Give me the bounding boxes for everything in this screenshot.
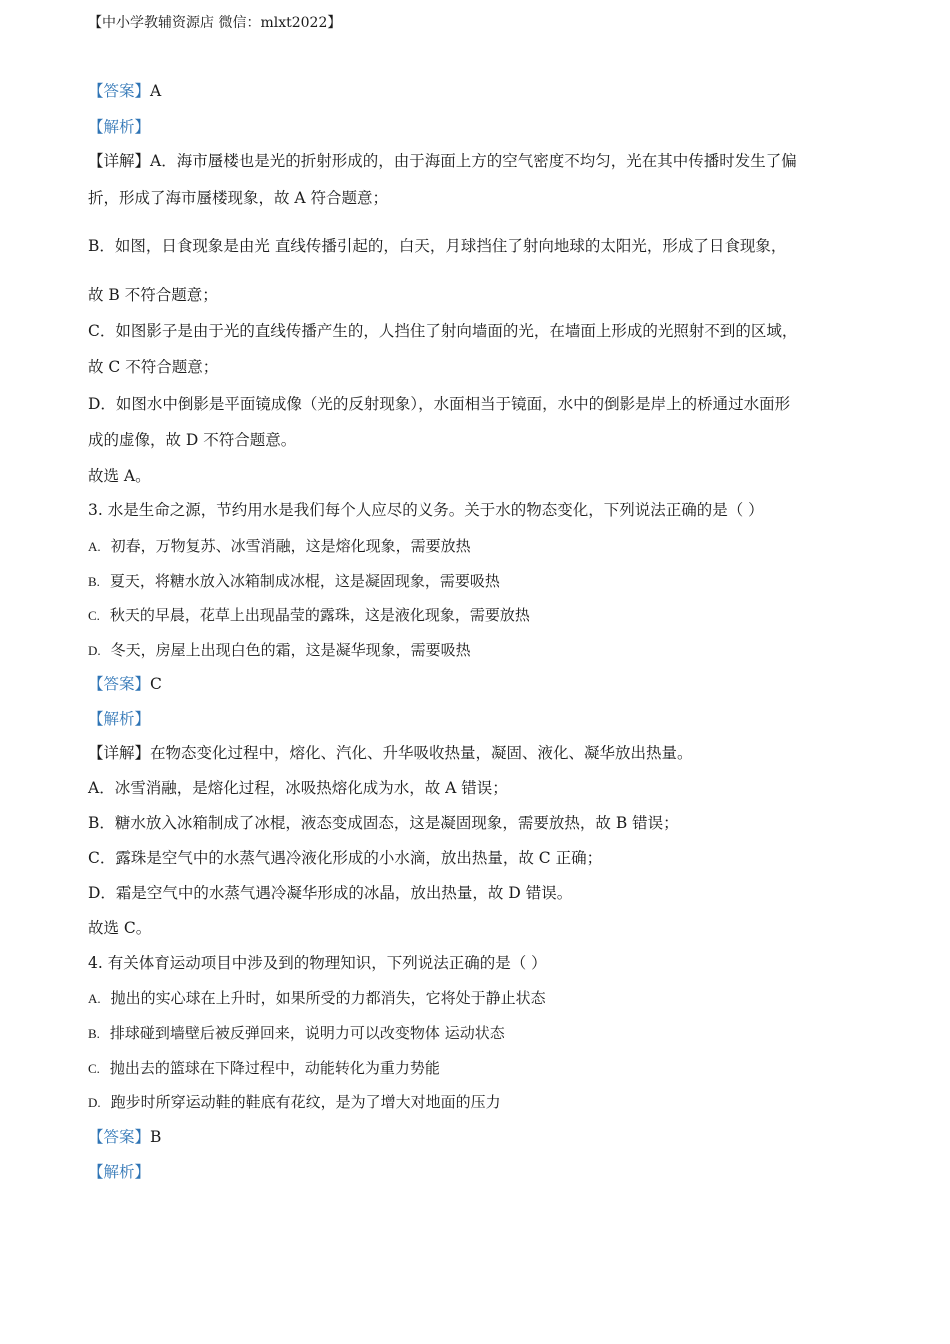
option-letter: A. <box>88 991 101 1006</box>
q4-option-c <box>88 1058 440 1079</box>
q2-b-line2: 故 B 不符合题意； <box>88 286 218 304</box>
q3-analysis-tag: 【解析】 <box>88 710 151 728</box>
q4-analysis-tag: 【解析】 <box>88 1163 151 1181</box>
q3-answer: C <box>150 675 162 693</box>
q2-b-line1: B．如图，日食现象是由光 直线传播引起的，白天，月球挡住了射向地球的太阳光，形成了日食现象， <box>88 237 787 255</box>
answer-tag: 【答案】 <box>88 675 151 693</box>
option-text: 冬天，房屋上出现白色的霜，这是凝华现象，需要吸热 <box>110 641 471 659</box>
q2-d-line1: D．如图水中倒影是平面镜成像（光的反射现象），水面相当于镜面，水中的倒影是岸上的桥通过水面形 <box>88 395 791 413</box>
q3-option-c <box>88 605 530 626</box>
detail-tag: 【详解】 <box>88 152 151 170</box>
q3-option-b <box>88 571 500 592</box>
q3-answer-line <box>88 674 162 694</box>
option-letter: A. <box>88 539 101 554</box>
q2-d-line2: 成的虚像，故 D 不符合题意。 <box>88 431 297 449</box>
option-text: 跑步时所穿运动鞋的鞋底有花纹，是为了增大对地面的压力 <box>110 1093 501 1111</box>
q3-stem: 3. 水是生命之源，节约用水是我们每个人应尽的义务。关于水的物态变化，下列说法正确的是（ ） <box>88 501 764 519</box>
q2-detail-text: A．海市蜃楼也是光的折射形成的，由于海面上方的空气密度不均匀，光在其中传播时发生了偏 <box>150 152 797 170</box>
q2-c-line1: C．如图影子是由于光的直线传播产生的，人挡住了射向墙面的光，在墙面上形成的光照射不到的区域， <box>88 322 798 340</box>
answer-tag: 【答案】 <box>88 82 151 100</box>
option-text: 抛出的实心球在上升时，如果所受的力都消失，它将处于静止状态 <box>110 989 546 1007</box>
q4-option-a <box>88 988 546 1009</box>
q2-detail-line2: 折，形成了海市蜃楼现象，故 A 符合题意； <box>88 189 389 207</box>
q3-b-explanation: B．糖水放入冰箱制成了冰棍，液态变成固态，这是凝固现象，需要放热，故 B 错误； <box>88 814 679 832</box>
q3-detail-text: 在物态变化过程中，熔化、汽化、升华吸收热量，凝固、液化、凝华放出热量。 <box>150 744 693 762</box>
q3-c-explanation: C．露珠是空气中的水蒸气遇冷液化形成的小水滴，放出热量，故 C 正确； <box>88 849 603 867</box>
q4-answer: B <box>150 1128 162 1146</box>
q3-a-explanation: A．冰雪消融，是熔化过程，冰吸热熔化成为水，故 A 错误； <box>88 779 508 797</box>
option-text: 夏天，将糖水放入冰箱制成冰棍，这是凝固现象，需要吸热 <box>109 572 500 590</box>
option-text: 秋天的早晨，花草上出现晶莹的露珠，这是液化现象，需要放热 <box>109 606 530 624</box>
option-letter: C. <box>88 608 100 623</box>
q3-d-explanation: D．霜是空气中的水蒸气遇冷凝华形成的冰晶，放出热量，故 D 错误。 <box>88 884 573 902</box>
option-text: 初春，万物复苏、冰雪消融，这是熔化现象，需要放热 <box>110 537 471 555</box>
answer-tag: 【答案】 <box>88 1128 151 1146</box>
q4-answer-line <box>88 1127 161 1147</box>
q2-detail-line1 <box>88 151 797 171</box>
q3-detail-line <box>88 743 693 763</box>
option-text: 抛出去的篮球在下降过程中，动能转化为重力势能 <box>109 1059 440 1077</box>
q2-conclusion: 故选 A。 <box>88 467 151 485</box>
q2-analysis-tag: 【解析】 <box>88 118 151 136</box>
q3-option-a <box>88 536 471 557</box>
option-text: 排球碰到墙壁后被反弹回来，说明力可以改变物体 运动状态 <box>109 1024 505 1042</box>
option-letter: C. <box>88 1061 100 1076</box>
q3-option-d <box>88 640 471 661</box>
option-letter: B. <box>88 1026 100 1041</box>
q2-answer: A <box>150 82 162 100</box>
detail-tag: 【详解】 <box>88 744 151 762</box>
option-letter: B. <box>88 574 100 589</box>
page-header: 【中小学教辅资源店 微信：mlxt2022】 <box>88 15 342 31</box>
q4-option-b <box>88 1023 505 1044</box>
option-letter: D. <box>88 643 101 658</box>
option-letter: D. <box>88 1095 101 1110</box>
q2-answer-line <box>88 81 161 101</box>
q3-conclusion: 故选 C。 <box>88 919 152 937</box>
q4-stem: 4. 有关体育运动项目中涉及到的物理知识，下列说法正确的是（ ） <box>88 954 547 972</box>
q4-option-d <box>88 1092 501 1113</box>
q2-c-line2: 故 C 不符合题意； <box>88 358 219 376</box>
